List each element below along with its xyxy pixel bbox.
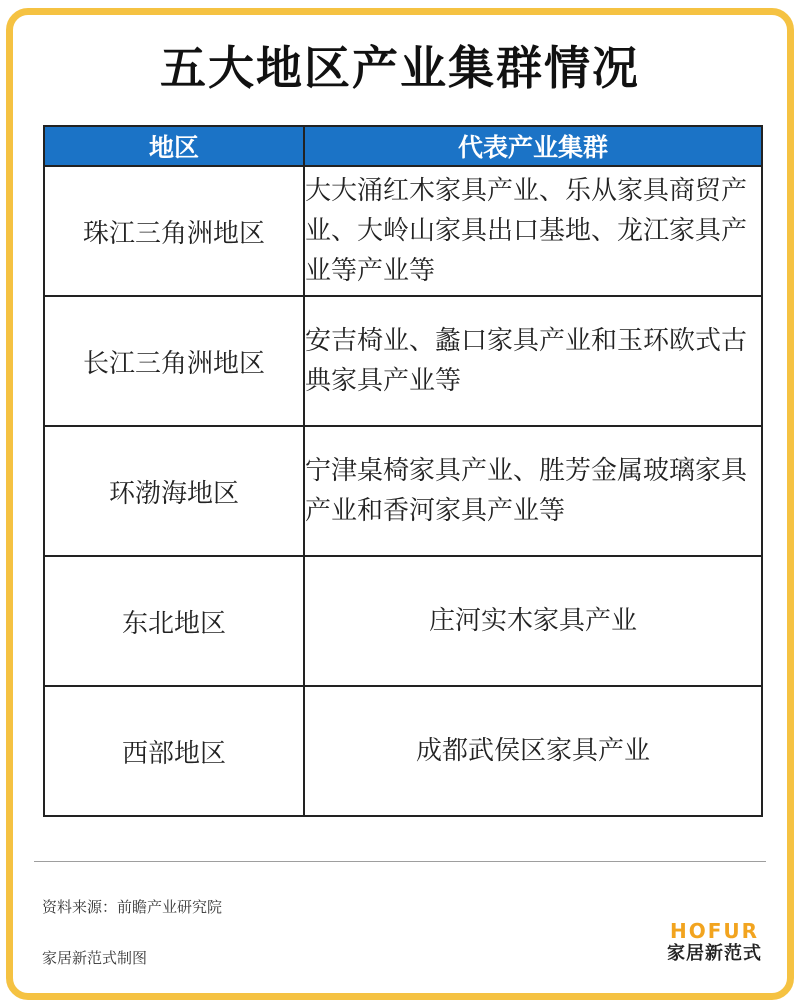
industry-cluster-table [43,125,763,817]
region-cell: 东北地区 [44,556,304,686]
region-cell: 长江三角洲地区 [44,296,304,426]
credit-note: 家居新范式制图 [42,949,148,967]
column-header-cluster: 代表产业集群 [304,126,762,166]
region-cell: 环渤海地区 [44,426,304,556]
brand-logo-en: HOFUR [669,919,760,943]
region-cell: 珠江三角洲地区 [44,166,304,296]
page-title: 五大地区产业集群情况 [160,41,640,95]
table-header-row [44,126,762,166]
cluster-cell: 成都武侯区家具产业 [304,686,762,816]
table-row [44,166,762,296]
cluster-cell: 大大涌红木家具产业、乐从家具商贸产业、大岭山家具出口基地、龙江家具产业等产业等 [304,166,762,296]
region-cell: 西部地区 [44,686,304,816]
footer-divider [34,861,766,862]
cluster-cell: 宁津桌椅家具产业、胜芳金属玻璃家具产业和香河家具产业等 [304,426,762,556]
table-row [44,556,762,686]
table-row [44,296,762,426]
source-note: 资料来源：前瞻产业研究院 [42,898,223,916]
cluster-cell: 安吉椅业、蠡口家具产业和玉环欧式古典家具产业等 [304,296,762,426]
column-header-region: 地区 [44,126,304,166]
cluster-cell: 庄河实木家具产业 [304,556,762,686]
table-row [44,686,762,816]
brand-logo-cn: 家居新范式 [667,943,762,964]
brand-logo [667,920,762,966]
table-row [44,426,762,556]
